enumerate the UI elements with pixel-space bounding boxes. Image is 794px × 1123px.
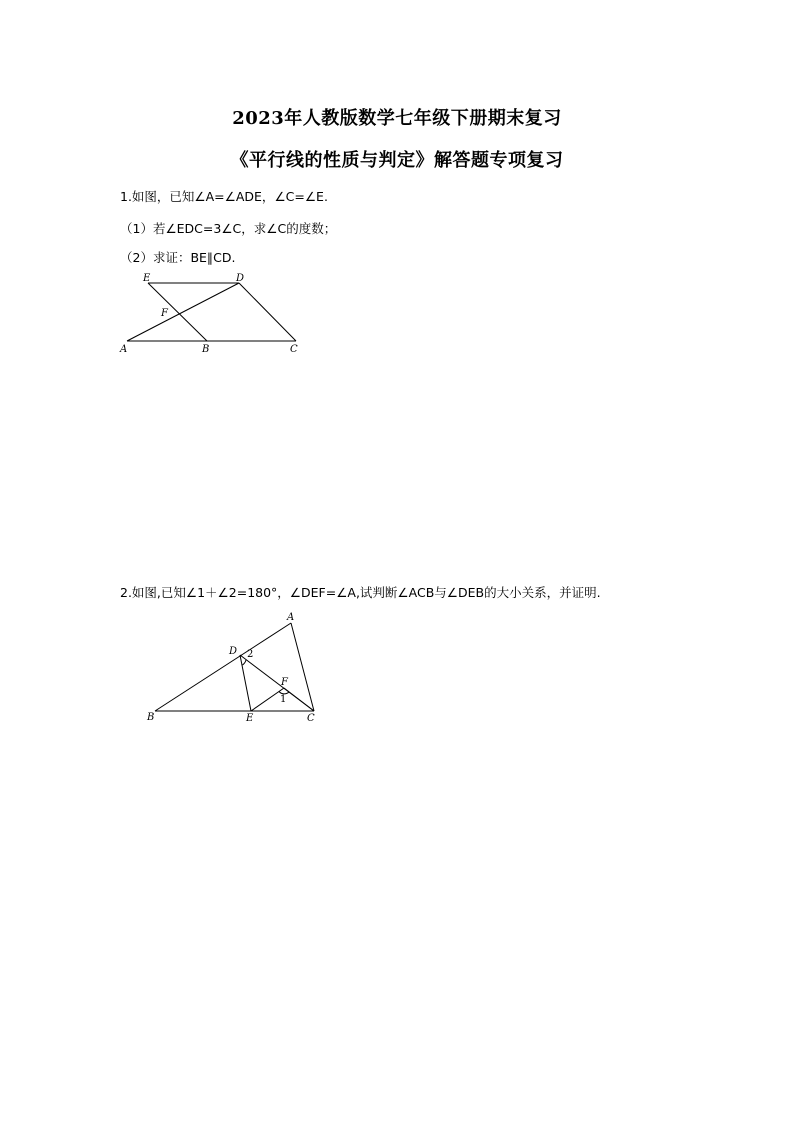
title-line-1: 2023年人教版数学七年级下册期末复习	[232, 108, 562, 129]
label-A: A	[120, 344, 128, 355]
label-D: D	[236, 273, 245, 284]
segment-FC	[284, 688, 314, 711]
question-1-part-2: （2）求证：BE∥CD.	[120, 250, 236, 265]
label-C: C	[290, 344, 298, 355]
question-1-stem: 1.如图，已知∠A=∠ADE，∠C=∠E.	[120, 189, 328, 204]
label-B: B	[147, 712, 155, 723]
label-E: E	[246, 713, 254, 724]
label-angle-1: 1	[280, 694, 287, 705]
label-F: F	[161, 308, 168, 319]
segment-AC	[291, 623, 314, 711]
label-A: A	[287, 612, 295, 623]
segment-DE	[240, 655, 251, 711]
label-F: F	[281, 677, 288, 688]
label-B: B	[202, 344, 210, 355]
label-D: D	[229, 646, 238, 657]
question-1-part-1: （1）若∠EDC=3∠C，求∠C的度数；	[120, 221, 337, 236]
label-E: E	[143, 273, 151, 284]
label-angle-2: 2	[247, 649, 254, 660]
question-2-stem: 2.如图,已知∠1＋∠2=180°，∠DEF=∠A,试判断∠ACB与∠DEB的大小关系，并证明.	[120, 585, 601, 600]
angle-2-arc	[243, 660, 247, 665]
label-C: C	[307, 713, 315, 724]
title-line-2: 《平行线的性质与判定》解答题专项复习	[230, 150, 564, 171]
